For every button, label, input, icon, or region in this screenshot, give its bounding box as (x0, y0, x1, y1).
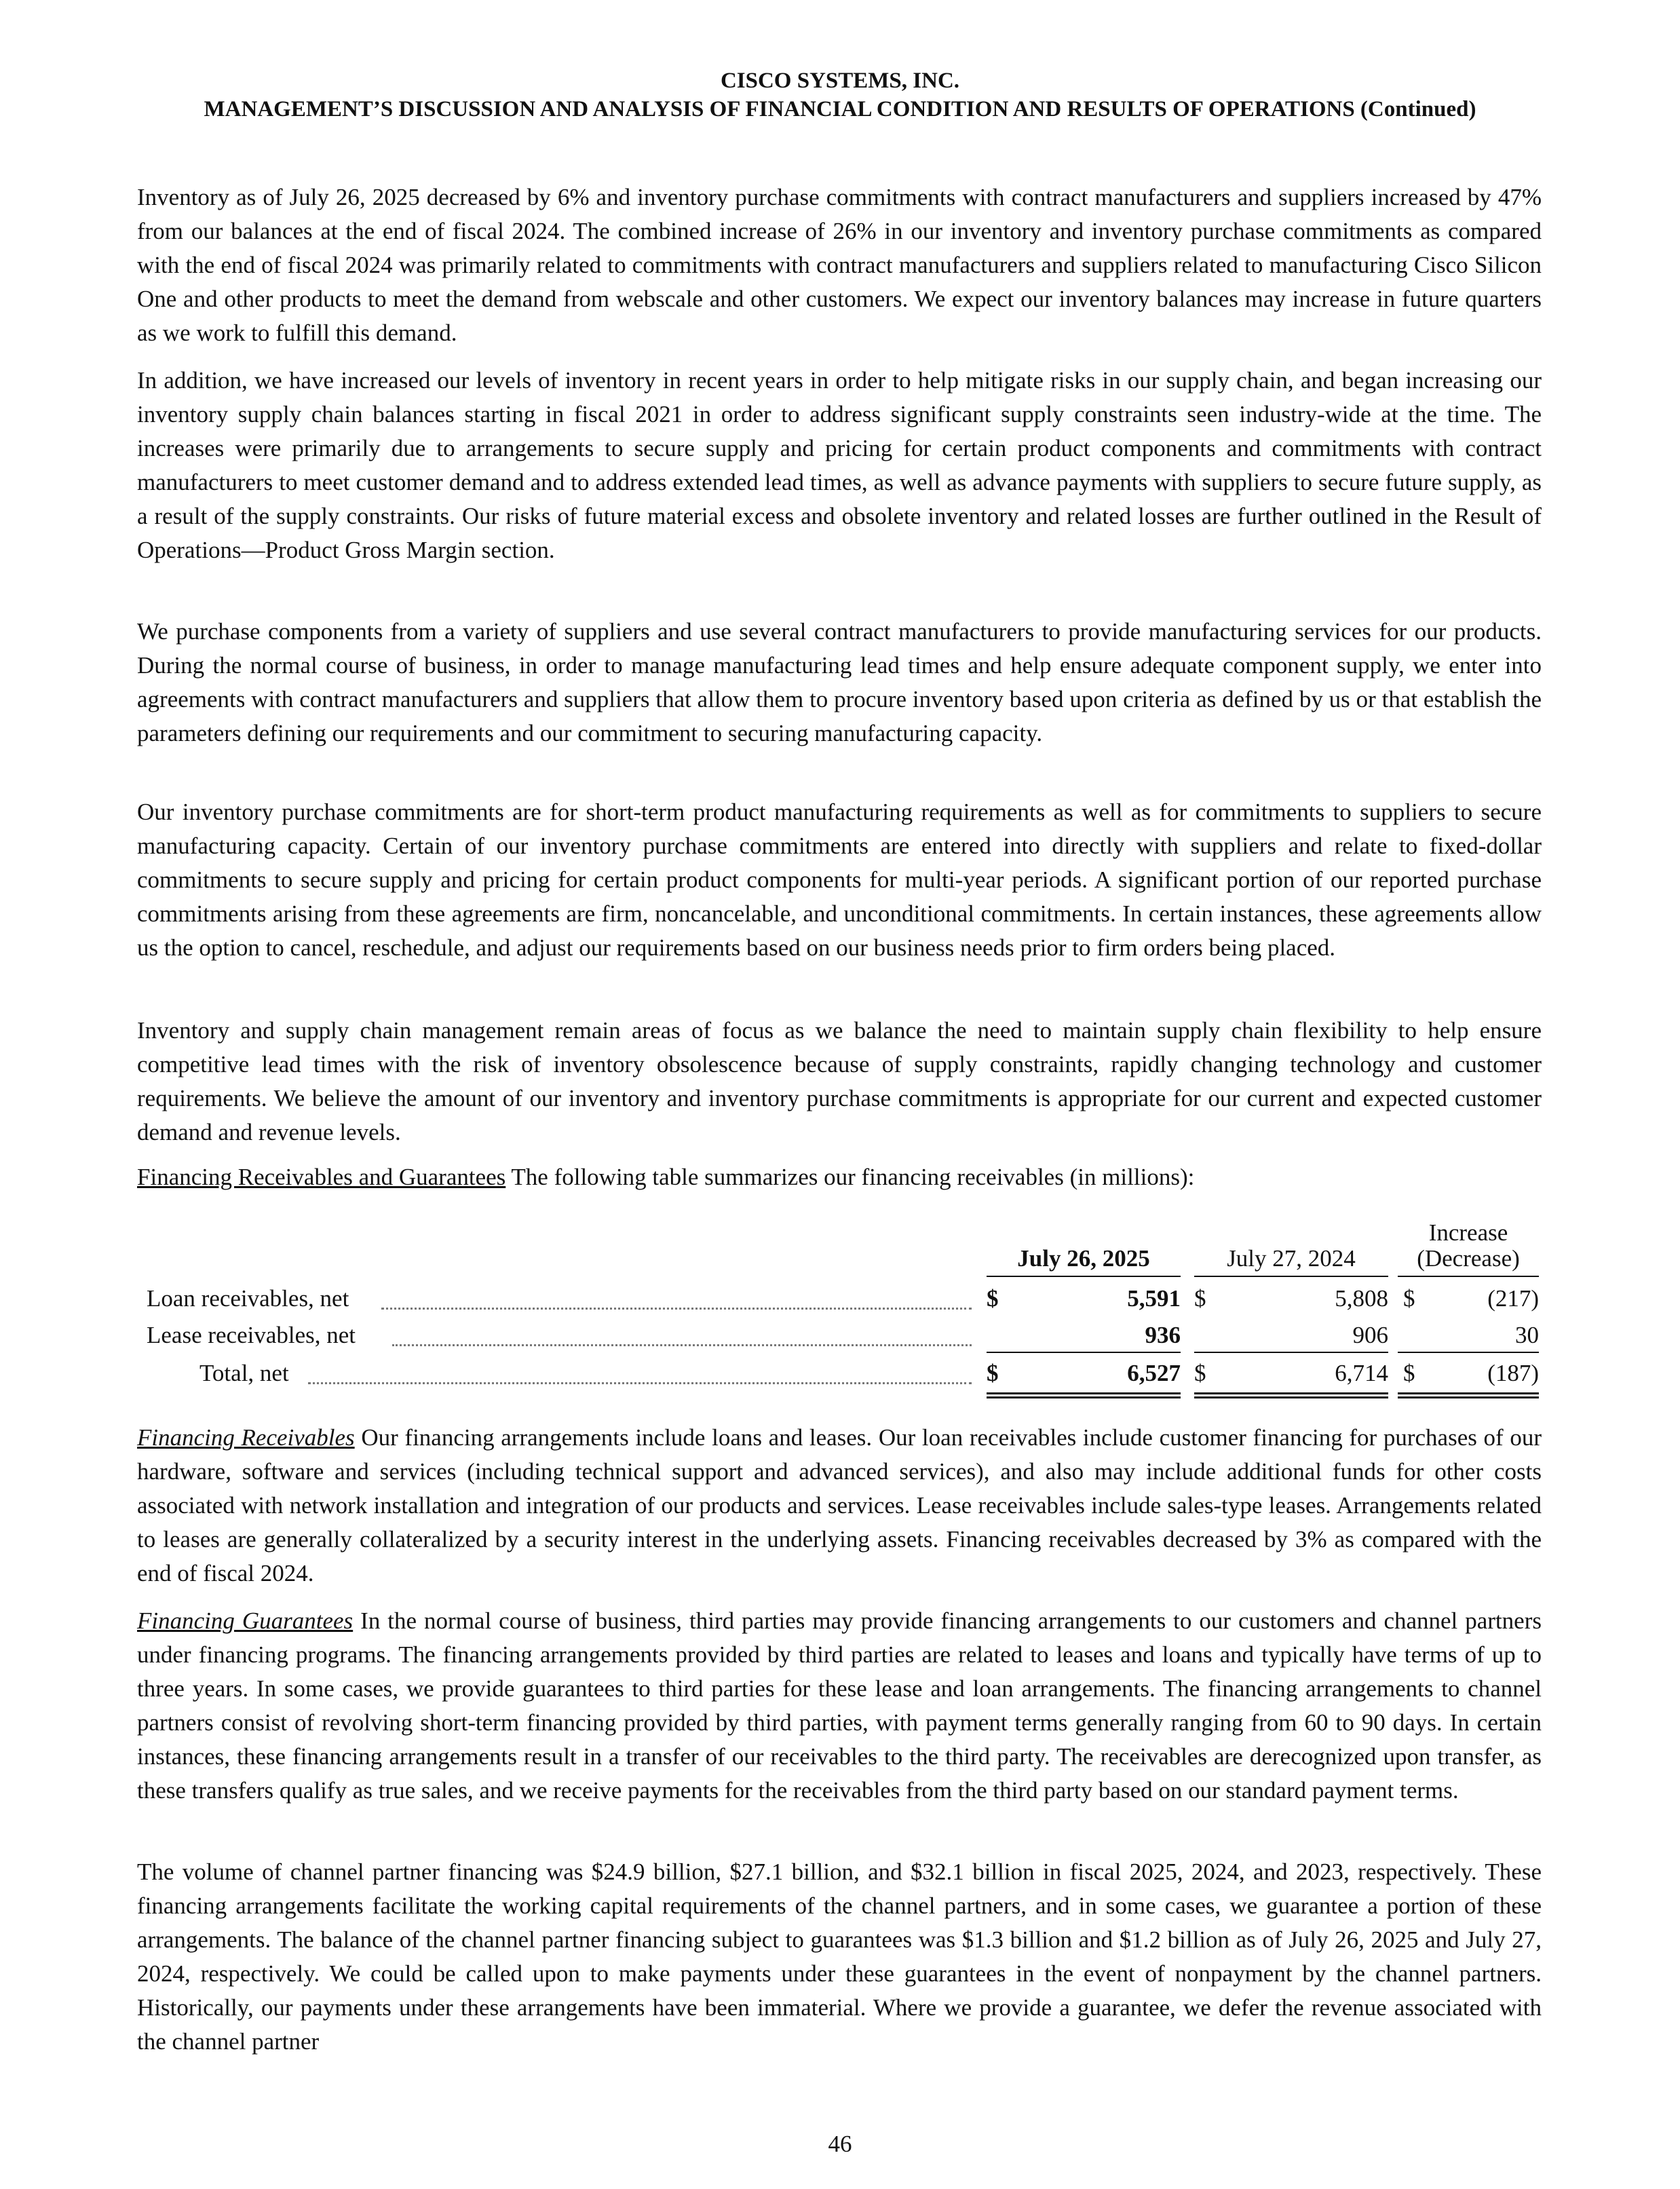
loan-2025: 5,591 (1127, 1285, 1181, 1312)
paragraph-financing-receivables (137, 1421, 1542, 1591)
paragraph-components: We purchase components from a variety of suppliers and use several contract manufacturers to provide manufacturing services for our products. During the normal course of business, in order to manage manufacturing lead times and help ensure adequate component supply, we enter into agreements with contract manufacturers and suppliers that allow them to procure inventory based upon criteria as defined by us or that establish the parameters defining our requirements and our commitment to securing manufacturing capacity. (137, 618, 1542, 746)
row-label-loan: Loan receivables, net (147, 1285, 349, 1312)
financing-intro-text: The following table summarizes our financing receivables (in millions): (505, 1164, 1195, 1190)
total-double-rule-change (1398, 1396, 1539, 1398)
financing-guarantees-heading: Financing Guarantees (137, 1607, 354, 1634)
currency-symbol: $ (1194, 1360, 1206, 1386)
lease-change: 30 (1515, 1322, 1539, 1348)
paragraph-inventory-management: Inventory and supply chain management remain areas of focus as we balance the need to maintain supply chain flexibility to help ensure competitive lead times with the risk of inventory obsolescence because of supply constraints, rapidly changing technology and customer requirements. We believe the amount of our inventory and inventory purchase commitments is appropriate for our current and expected customer demand and revenue levels. (137, 1017, 1542, 1145)
paragraph-channel-partner-financing: The volume of channel partner financing was $24.9 billion, $27.1 billion, and $32.1 billion in fiscal 2025, 2024, and 2023, respectively. These financing arrangements facilitate the working capital requirements of the channel partners, and in some cases, we guarantee a portion of these arrangements. The balance of the channel partner financing subject to guarantees was $1.3 billion and $1.2 billion as of July 26, 2025 and July 27, 2024, respectively. We could be called upon to make payments under these guarantees in the event of nonpayment by the channel partners. Historically, our payments under these arrangements have been immaterial. Where we provide a guarantee, we defer the revenue associated with the channel partner (137, 1859, 1542, 2055)
currency-symbol: $ (1194, 1285, 1206, 1312)
total-double-rule-2025 (987, 1396, 1181, 1398)
header-rule-2024 (1194, 1276, 1388, 1277)
page-number: 46 (828, 2131, 852, 2157)
paragraph-financing-intro (137, 1160, 1542, 1194)
financing-receivables-table (137, 1219, 1542, 1409)
total-double-rule-change (1398, 1392, 1539, 1394)
column-header-change-line2: (Decrease) (1417, 1245, 1520, 1272)
currency-symbol: $ (1403, 1360, 1415, 1386)
subtotal-rule-2024 (1194, 1352, 1388, 1353)
lease-2025: 936 (1145, 1322, 1181, 1348)
currency-symbol: $ (987, 1285, 999, 1312)
company-name: CISCO SYSTEMS, INC. (720, 69, 960, 93)
financing-receivables-guarantees-heading: Financing Receivables and Guarantees (137, 1164, 506, 1190)
financing-guarantees-text: In the normal course of business, third parties may provide financing arrangements to our customers and channel partners under financing programs. The financing arrangements provided by third parties are related to leases and loans and typically have terms of up to three years. In some cases, we provide guarantees to third parties for these lease and loan arrangements. The financing arrangements to channel partners consist of revolving short-term financing provided by third parties, with payment terms generally ranging from 60 to 90 days. In certain instances, these financing arrangements result in a transfer of our receivables to the third party. The receivables are derecognized upon transfer, as these transfers qualify as true sales, and we receive payments for the receivables from the third party based on our standard payment terms. (137, 1607, 1542, 1804)
dot-leader (308, 1382, 972, 1384)
total-2024: 6,714 (1335, 1360, 1388, 1386)
paragraph-purchase-commitments: Our inventory purchase commitments are for short-term product manufacturing requirements as well as for commitments to suppliers to secure manufacturing capacity. Certain of our inventory purchase commitments are entered into directly with suppliers and relate to fixed-dollar commitments to secure supply and pricing for certain product components for multi-year periods. A significant portion of our reported purchase commitments arising from these agreements are firm, noncancelable, and unconditional commitments. In certain instances, these agreements allow us the option to cancel, reschedule, and adjust our requirements based on our business needs prior to firm orders being placed. (137, 799, 1542, 961)
paragraph-financing-guarantees (137, 1604, 1542, 1808)
loan-change: (217) (1487, 1285, 1539, 1312)
currency-symbol: $ (987, 1360, 999, 1386)
total-change: (187) (1487, 1360, 1539, 1386)
total-2025: 6,527 (1127, 1360, 1181, 1386)
total-double-rule-2024 (1194, 1392, 1388, 1394)
section-title: MANAGEMENT’S DISCUSSION AND ANALYSIS OF FINANCIAL CONDITION AND RESULTS OF OPERATIONS (Continued) (204, 97, 1476, 121)
dot-leader (381, 1308, 972, 1310)
column-header-change-line1: Increase (1428, 1219, 1508, 1246)
loan-2024: 5,808 (1335, 1285, 1388, 1312)
paragraph-inventory: Inventory as of July 26, 2025 decreased by 6% and inventory purchase commitments with contract manufacturers and suppliers increased by 47% from our balances at the end of fiscal 2024. The combined increase of 26% in our inventory and inventory purchase commitments as compared with the end of fiscal 2024 was primarily related to commitments with contract manufacturers and suppliers related to manufacturing Cisco Silicon One and other products to meet the demand from webscale and other customers. We expect our inventory balances may increase in future quarters as we work to fulfill this demand. (137, 184, 1542, 346)
column-header-2025: July 26, 2025 (1017, 1245, 1150, 1272)
dot-leader (392, 1344, 972, 1346)
total-double-rule-2024 (1194, 1396, 1388, 1398)
paragraph-supply-chain: In addition, we have increased our levels of inventory in recent years in order to help mitigate risks in our supply chain, and began increasing our inventory supply chain balances starting in fiscal 2021 in order to address significant supply constraints seen industry-wide at the time. The increases were primarily due to arrangements to secure supply and pricing for certain product components and commitments with contract manufacturers to meet customer demand and to address extended lead times, as well as advance payments with suppliers to secure future supply, as a result of the supply constraints. Our risks of future material excess and obsolete inventory and related losses are further outlined in the Result of Operations—Product Gross Margin section. (137, 367, 1542, 563)
subtotal-rule-change (1398, 1352, 1539, 1353)
header-rule-2025 (987, 1276, 1181, 1277)
header-rule-change (1398, 1276, 1539, 1277)
row-label-lease: Lease receivables, net (147, 1322, 356, 1348)
lease-2024: 906 (1352, 1322, 1388, 1348)
financing-receivables-heading: Financing Receivables (137, 1424, 355, 1451)
column-header-2024: July 27, 2024 (1227, 1245, 1356, 1272)
financing-receivables-text: Our financing arrangements include loans and leases. Our loan receivables include customer financing for purchases of our hardware, software and services (including technical support and advanced services), and also may include additional funds for other costs associated with network installation and integration of our products and services. Lease receivables include sales-type leases. Arrangements related to leases are generally collateralized by a security interest in the underlying assets. Financing receivables decreased by 3% as compared with the end of fiscal 2024. (137, 1424, 1542, 1586)
currency-symbol: $ (1403, 1285, 1415, 1312)
subtotal-rule-2025 (987, 1352, 1181, 1353)
total-double-rule-2025 (987, 1392, 1181, 1394)
row-label-total: Total, net (199, 1360, 289, 1386)
